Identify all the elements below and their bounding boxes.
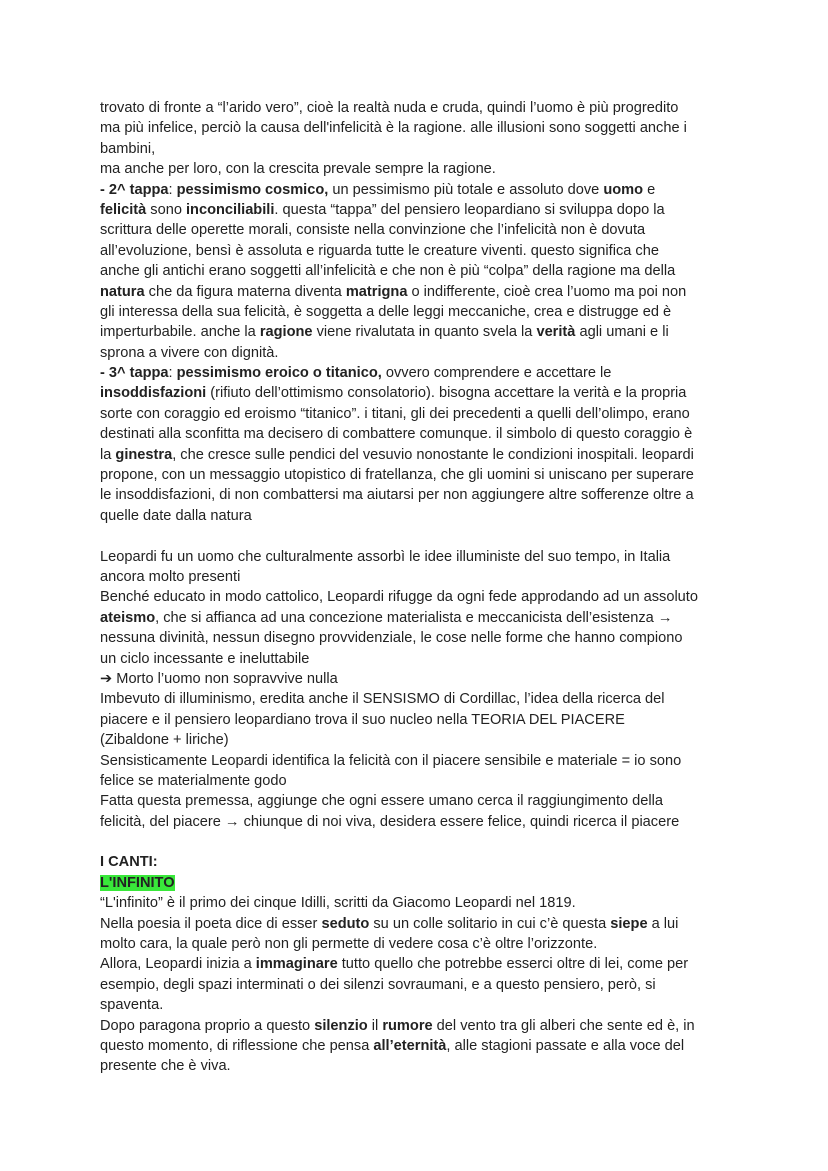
text-segment: e	[643, 181, 656, 198]
text-line	[100, 261, 730, 281]
text-line	[100, 1016, 730, 1036]
bold-text: - 3^ tappa	[100, 365, 169, 382]
text-line	[100, 689, 730, 709]
text-segment: felice se materialmente godo	[100, 772, 287, 789]
bold-text: all’eternità	[373, 1037, 447, 1054]
text-line	[100, 485, 730, 505]
text-segment: o indifferente, cioè crea l’uomo ma poi non	[407, 283, 687, 300]
text-line	[100, 363, 730, 383]
text-segment: . questa “tappa” del pensiero leopardiano si sviluppa dopo la	[274, 201, 665, 218]
text-line	[100, 893, 730, 913]
text-segment: :	[168, 365, 177, 382]
document-page	[100, 98, 730, 1077]
bold-text: seduto	[321, 915, 370, 932]
text-segment: Benché educato in modo cattolico, Leopardi rifugge da ogni fede approdando ad un assoluto	[100, 589, 698, 606]
text-line	[100, 465, 730, 485]
text-segment: spaventa.	[100, 997, 164, 1014]
blank-line	[100, 526, 730, 546]
bold-text: immaginare	[255, 956, 338, 973]
text-segment: Fatta questa premessa, aggiunge che ogni essere umano cerca il raggiungimento della	[100, 793, 664, 810]
text-segment: “L'infinito” è il primo dei cinque Idilli, scritti da Giacomo Leopardi nel 1819.	[100, 895, 576, 912]
text-segment: molto cara, la quale però non gli permette di vedere cosa c’è oltre l’orizzonte.	[100, 936, 598, 953]
bold-text: verità	[536, 324, 576, 341]
text-segment: , che si affianca ad una concezione materialista e meccanicista dell’esistenza →	[155, 609, 673, 626]
text-line	[100, 404, 730, 424]
text-segment: agli umani e li	[575, 324, 669, 341]
text-segment: ancora molto presenti	[100, 568, 241, 585]
bold-text: siepe	[610, 915, 648, 932]
bold-text: silenzio	[314, 1017, 368, 1034]
text-segment: tutto quello che potrebbe esserci oltre di lei, come per	[337, 956, 689, 973]
text-line	[100, 730, 730, 750]
text-segment: Nella poesia il poeta dice di esser	[100, 915, 322, 932]
text-line	[100, 343, 730, 363]
bold-text: ateismo	[100, 609, 156, 626]
text-line	[100, 934, 730, 954]
bold-text: - 2^ tappa	[100, 181, 169, 198]
text-segment: (rifiuto dell’ottimismo consolatorio). bisogna accettare la verità e la propria	[206, 385, 687, 402]
text-segment: ➔ Morto l’uomo non sopravvive nulla	[100, 670, 338, 687]
text-line	[100, 159, 730, 179]
text-line	[100, 710, 730, 730]
text-line	[100, 852, 730, 872]
blank-line	[100, 832, 730, 852]
text-line	[100, 118, 730, 138]
text-line	[100, 608, 730, 628]
text-line	[100, 914, 730, 934]
text-segment: Leopardi fu un uomo che culturalmente assorbì le idee illuministe del suo tempo, in Italia	[100, 548, 671, 565]
text-segment: viene rivalutata in quanto svela la	[312, 324, 537, 341]
bold-text: pessimismo cosmico,	[176, 181, 329, 198]
text-segment: a lui	[647, 915, 679, 932]
text-segment: le insoddisfazioni, di non combattersi ma aiutarsi per non aggiungere altre sofferenze oltre a	[100, 487, 694, 504]
text-segment: un ciclo incessante e ineluttabile	[100, 650, 310, 667]
text-segment: nessuna divinità, nessun disegno provvidenziale, le cose nelle forme che hanno compiono	[100, 630, 683, 647]
text-line	[100, 241, 730, 261]
text-line	[100, 567, 730, 587]
text-line	[100, 649, 730, 669]
text-line	[100, 1036, 730, 1056]
bold-text: insoddisfazioni	[100, 385, 207, 402]
text-segment: questo momento, di riflessione che pensa	[100, 1037, 374, 1054]
text-segment: gli interessa della sua felicità, è soggetta a delle leggi meccaniche, crea e distrugge ed è	[100, 303, 672, 320]
text-line	[100, 975, 730, 995]
text-segment: Dopo paragona proprio a questo	[100, 1017, 315, 1034]
text-line	[100, 383, 730, 403]
text-segment: del vento tra gli alberi che sente ed è, in	[432, 1017, 695, 1034]
text-line	[100, 445, 730, 465]
text-line	[100, 220, 730, 240]
text-line	[100, 180, 730, 200]
text-line	[100, 587, 730, 607]
text-line	[100, 139, 730, 159]
text-segment: destinati alla sconfitta ma decisero di combattere comunque. il simbolo di questo coraggio è	[100, 426, 693, 443]
text-segment: :	[168, 181, 177, 198]
bold-text: pessimismo eroico o titanico,	[176, 365, 382, 382]
text-line	[100, 322, 730, 342]
text-segment: sono	[146, 201, 186, 218]
text-line	[100, 1056, 730, 1076]
text-segment: all’evoluzione, bensì è assoluta e riguarda tutte le creature viventi. questo significa che	[100, 242, 659, 259]
text-segment: Imbevuto di illuminismo, eredita anche il SENSISMO di Cordillac, l’idea della ricerca del	[100, 691, 665, 708]
text-segment: , alle stagioni passate e alla voce del	[446, 1037, 685, 1054]
text-line	[100, 954, 730, 974]
text-segment: presente che è viva.	[100, 1058, 231, 1075]
bold-text: ragione	[259, 324, 313, 341]
text-segment: (Zibaldone + liriche)	[100, 732, 229, 749]
text-line	[100, 282, 730, 302]
text-line	[100, 424, 730, 444]
text-line	[100, 751, 730, 771]
text-line	[100, 628, 730, 648]
bold-text: natura	[100, 283, 145, 300]
text-line	[100, 771, 730, 791]
text-line	[100, 669, 730, 689]
text-line	[100, 791, 730, 811]
text-segment: scrittura delle operette morali, consiste nella convinzione che l’infelicità non è dovuta	[100, 222, 646, 239]
text-segment: felicità, del piacere → chiunque di noi viva, desidera essere felice, quindi ricerca il piacere	[100, 813, 680, 830]
bold-text: uomo	[603, 181, 644, 198]
text-segment: la	[100, 446, 116, 463]
bold-text: I CANTI:	[100, 854, 158, 871]
bold-text: felicità	[100, 201, 147, 218]
text-segment: ma più infelice, perciò la causa dell'infelicità è la ragione. alle illusioni sono soggetti anche i	[100, 120, 687, 137]
text-line	[100, 812, 730, 832]
text-segment: propone, con un messaggio utopistico di fratellanza, che gli uomini si uniscano per superare	[100, 467, 694, 484]
text-segment: piacere e il pensiero leopardiano trova il suo nucleo nella TEORIA DEL PIACERE	[100, 711, 625, 728]
bold-text: ginestra	[115, 446, 173, 463]
text-segment: quelle date dalla natura	[100, 507, 252, 524]
text-segment: ovvero comprendere e accettare le	[381, 365, 612, 382]
text-line	[100, 995, 730, 1015]
text-line	[100, 873, 730, 893]
text-segment: ma anche per loro, con la crescita prevale sempre la ragione.	[100, 161, 496, 178]
text-segment: Allora, Leopardi inizia a	[100, 956, 256, 973]
text-segment: sprona a vivere con dignità.	[100, 344, 279, 361]
bold-text: matrigna	[345, 283, 408, 300]
text-segment: trovato di fronte a “l’arido vero”, cioè la realtà nuda e cruda, quindi l’uomo è più progredito	[100, 100, 679, 116]
text-segment: sorte con coraggio ed eroismo “titanico”. i titani, gli dei precedenti a quelli dell’olimpo, erano	[100, 405, 690, 422]
highlighted-heading: L'INFINITO	[100, 874, 175, 891]
text-line	[100, 506, 730, 526]
text-segment: anche gli antichi erano soggetti all’infelicità e che non è più “colpa” della ragione ma della	[100, 263, 676, 280]
text-segment: bambini,	[100, 140, 156, 157]
text-segment: su un colle solitario in cui c’è questa	[369, 915, 611, 932]
text-segment: imperturbabile. anche la	[100, 324, 260, 341]
text-line	[100, 547, 730, 567]
text-segment: , che cresce sulle pendici del vesuvio nonostante le condizioni inospitali. leopardi	[172, 446, 694, 463]
bold-text: inconciliabili	[186, 201, 275, 218]
text-line	[100, 98, 730, 118]
text-segment: il	[367, 1017, 383, 1034]
text-segment: Sensisticamente Leopardi identifica la felicità con il piacere sensibile e materiale = io sono	[100, 752, 682, 769]
text-segment: esempio, degli spazi interminati o dei silenzi sovraumani, e a questo pensiero, però, si	[100, 976, 656, 993]
text-segment: un pessimismo più totale e assoluto dove	[328, 181, 604, 198]
text-line	[100, 200, 730, 220]
bold-text: rumore	[382, 1017, 433, 1034]
text-line	[100, 302, 730, 322]
text-segment: che da figura materna diventa	[144, 283, 346, 300]
